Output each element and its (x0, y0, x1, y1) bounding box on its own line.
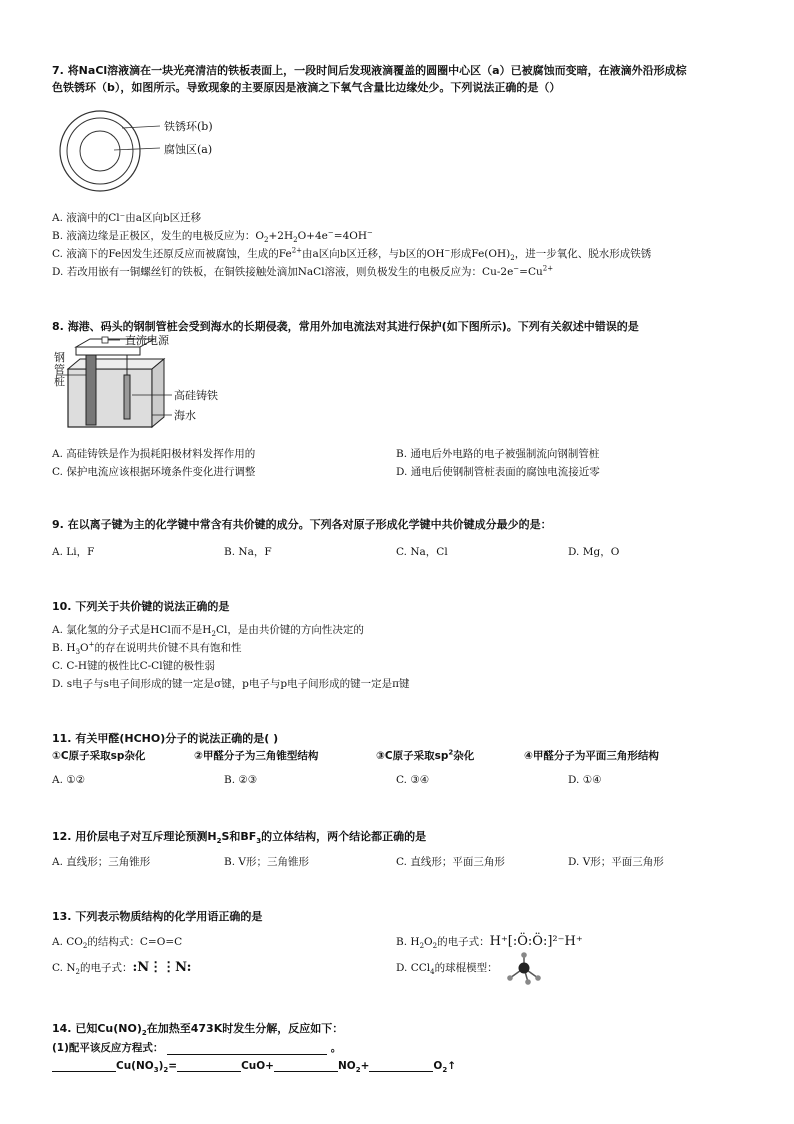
q7-option-b[interactable]: B. 液滴边缘是正极区，发生的电极反应为：$O_2+2H_2O+4e^-=4OH^-$ (52, 228, 373, 245)
question-13 (52, 908, 262, 925)
q12-stem: 12. 用价层电子对互斥理论预测$H_2S$和$BF_3$的立体结构，两个结论都正确的是 (52, 830, 427, 846)
q7-label-corrosion-zone: 腐蚀区(a) (164, 143, 213, 156)
dc-power-source (76, 347, 140, 355)
q8-option-b[interactable]: B. 通电后外电路的电子被强制流向钢制管桩 (396, 448, 600, 460)
q8-stem: 8. 海港、码头的钢制管桩会受到海水的长期侵袭，常用外加电流法对其进行保护(如下图所示)。下列有关叙述中错误的是 (52, 320, 639, 333)
q11-option-b[interactable]: B. ②③ (224, 774, 258, 786)
q14-answer-blank[interactable] (167, 1054, 327, 1055)
pointer-line-b (122, 126, 160, 128)
q10-option-c[interactable]: C. C-H键的极性比C-Cl键的极性弱 (52, 660, 216, 672)
q8-label-seawater: 海水 (174, 409, 196, 422)
inner-ring (80, 131, 120, 171)
question-11 (52, 730, 278, 747)
q9-option-c[interactable]: C. Na，Cl (396, 546, 448, 558)
steel-pile (86, 353, 96, 425)
q11-statement-2: ②甲醛分子为三角锥型结构 (194, 750, 319, 762)
question-14 (52, 1020, 343, 1037)
q9-option-d[interactable]: D. Mg，O (568, 546, 620, 558)
q8-option-a[interactable]: A. 高硅铸铁是作为损耗阳极材料发挥作用的 (52, 448, 256, 460)
cl-atom (535, 975, 541, 981)
question-10 (52, 598, 229, 615)
q14-equation: $Cu(NO_3)_2= CuO+ NO_2+$ $O_2↑$ (52, 1060, 456, 1072)
q7-option-a[interactable]: A. 液滴中的Cl⁻由a区向b区迁移 (52, 212, 202, 224)
q12-option-d[interactable]: D. V形；平面三角形 (568, 856, 664, 868)
q12-option-c[interactable]: C. 直线形；平面三角形 (396, 856, 505, 868)
q11-option-c[interactable]: C. ③④ (396, 774, 430, 786)
q12-option-b[interactable]: B. V形；三角锥形 (224, 856, 309, 868)
q11-stem: 11. 有关甲醛(HCHO)分子的说法正确的是( ) (52, 732, 279, 745)
coef-blank-cuo[interactable] (177, 1071, 241, 1072)
question-7 (52, 62, 752, 96)
silicon-iron-anode (124, 375, 130, 419)
q14-stem: 14. 已知$Cu(NO)_2$在加热至473K时发生分解，反应如下： (52, 1022, 344, 1038)
c-atom (519, 963, 530, 974)
q9-option-a[interactable]: A. Li，F (52, 546, 95, 558)
outer-ring (60, 111, 140, 191)
q14-part-1: (1)配平该反应方程式： 。 (52, 1042, 342, 1054)
q8-label-power: 直流电源 (125, 334, 169, 347)
q12-option-a[interactable]: A. 直线形；三角锥形 (52, 856, 151, 868)
q10-option-d[interactable]: D. s电子与s电子间形成的键一定是σ键，p电子与p电子间形成的键一定是π键 (52, 678, 410, 690)
cl-atom (525, 979, 531, 985)
q11-statement-3: ③C原子采取$sp^2$杂化 (376, 748, 475, 762)
q11-statement-4: ④甲醛分子为平面三角形结构 (524, 750, 659, 762)
q8-cathodic-protection-figure (54, 335, 254, 435)
q8-label-iron: 高硅铸铁 (174, 389, 218, 402)
coef-blank-no2[interactable] (274, 1071, 338, 1072)
q13-ccl4-ball-stick-model (500, 952, 548, 986)
q8-option-d[interactable]: D. 通电后使钢制管桩表面的腐蚀电流接近零 (396, 466, 600, 478)
q9-option-b[interactable]: B. Na，F (224, 546, 272, 558)
q11-option-a[interactable]: A. ①② (52, 774, 86, 786)
q13-h2o2-electron-formula: H⁺[:Ö:Ö:]²⁻H⁺ (489, 934, 583, 949)
q7-option-c[interactable]: C. 液滴下的Fe因发生还原反应而被腐蚀，生成的$Fe^{2+}$由a区向b区迁移，与b区的OH−形成$Fe(OH)_2$，进一步氧化、脱水形成铁锈 (52, 246, 652, 263)
q13-option-b[interactable]: B. $H_2O_2$的电子式：H⁺[:Ö:Ö:]²⁻H⁺ (396, 934, 583, 951)
question-9 (52, 516, 552, 533)
q10-option-b[interactable]: B. $H_3O^+$的存在说明共价键不具有饱和性 (52, 640, 242, 657)
q13-option-d[interactable]: D. CCl$_4$的球棍模型： (396, 962, 498, 977)
q13-stem: 13. 下列表示物质结构的化学用语正确的是 (52, 910, 263, 923)
q7-stem: 7. 将NaCl溶液滴在一块光亮清洁的铁板表面上，一段时间后发现液滴覆盖的圆圈中心区（a）已被腐蚀而变暗，在液滴外沿形成棕 色铁锈环（b），如图所示。导致现象的主要原因是液滴之下氧气含量比边缘处少。下列说法正确的是（） (52, 64, 687, 94)
q7-option-d[interactable]: D. 若改用嵌有一铜螺丝钉的铁板，在铜铁接触处滴加NaCl溶液，则负极发生的电极反应为：$Cu-2e^-=Cu^{2+}$ (52, 264, 554, 278)
q8-label-pile: 钢管桩 (54, 351, 65, 388)
q10-option-a[interactable]: A. 氯化氢的分子式是HCl而不是$H_2Cl$，是由共价键的方向性决定的 (52, 624, 364, 639)
cl-atom (521, 952, 527, 958)
seawater-tank (68, 369, 152, 427)
q13-n2-electron-formula: :N⋮⋮N: (132, 960, 192, 975)
q13-option-c[interactable]: C. $N_2$的电子式：:N⋮⋮N: (52, 960, 192, 977)
question-12 (52, 828, 426, 845)
q11-option-d[interactable]: D. ①④ (568, 774, 602, 786)
q8-option-c[interactable]: C. 保护电流应该根据环境条件变化进行调整 (52, 466, 256, 478)
q13-option-a[interactable]: A. $CO_2$的结构式：C=O=C (52, 936, 183, 951)
cl-atom (507, 975, 513, 981)
q10-stem: 10. 下列关于共价键的说法正确的是 (52, 600, 230, 613)
coef-blank-cuno3[interactable] (52, 1071, 116, 1072)
q11-statement-1: ①C原子采取sp杂化 (52, 750, 146, 762)
pointer-line-a (114, 148, 160, 150)
q7-label-rust-ring: 铁锈环(b) (164, 120, 213, 133)
q9-stem: 9. 在以离子键为主的化学键中常含有共价键的成分。下列各对原子形成化学键中共价键成分最少的是： (52, 518, 552, 531)
coef-blank-o2[interactable] (369, 1071, 433, 1072)
